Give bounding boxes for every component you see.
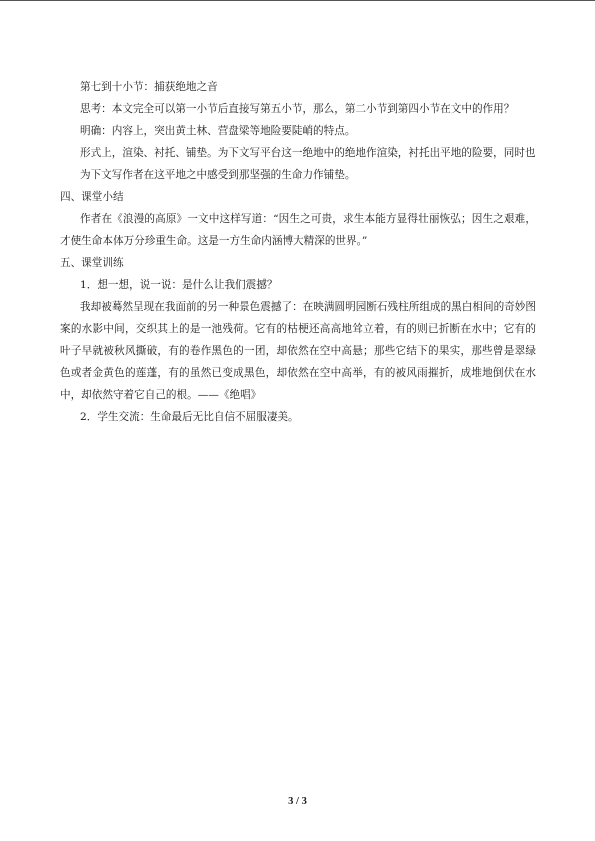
question-paragraph: 思考：本文完全可以第一小节后直接写第五小节，那么，第二小节到第四小节在文中的作用？ <box>80 103 515 115</box>
section-heading-summary: 四、课堂小结 <box>60 191 124 203</box>
practice-item-1: 1．想一想，说一说：是什么让我们震撼？ <box>80 279 278 291</box>
section-heading-practice: 五、课堂训练 <box>60 257 124 269</box>
summary-paragraph: 作者在《浪漫的高原》一文中这样写道：“因生之可贵，求生本能方显得壮丽恢弘；因生之艰难，才使生命本体万分珍重生命。这是一方生命内涵博大精深的世界。” <box>60 213 536 247</box>
answer-form-continued: 为下文写作者在这平地之中感受到那坚强的生命力作铺垫。 <box>80 169 356 181</box>
document-body <box>60 76 536 428</box>
practice-item-2: 2．学生交流：生命最后无比自信不屈服凄美。 <box>80 411 299 423</box>
section-heading-7-10: 第七到十小节：捕获绝地之音 <box>80 81 218 93</box>
answer-content: 明确：内容上，突出黄土林、营盘梁等地险要陡峭的特点。 <box>80 125 356 137</box>
quote-paragraph: 我却被蓦然呈现在我面前的另一种景色震撼了：在映满圆明园断石残柱所组成的黑白相间的奇妙图案的水影中间，交织其上的是一池残荷。它有的枯梗还高高地耸立着，有的则已折断在水中；它有的叶子早就被秋风撕破，有的卷作黑色的一团，却依然在空中高悬；那些它结下的果实，那些曾是翠绿色或者金黄色的莲蓬，有的虽然已变成黑色，却依然在空中高举，有的被风雨摧折，成堆地倒伏在水中，却依然守着它自己的根。——《绝唱》 <box>60 301 536 401</box>
top-rule <box>0 0 595 1</box>
page-number: 3 / 3 <box>288 796 307 807</box>
answer-form: 形式上，渲染、衬托、铺垫。为下文写平台这一绝地中的绝地作渲染，衬托出平地的险要，同时也 <box>80 147 536 159</box>
